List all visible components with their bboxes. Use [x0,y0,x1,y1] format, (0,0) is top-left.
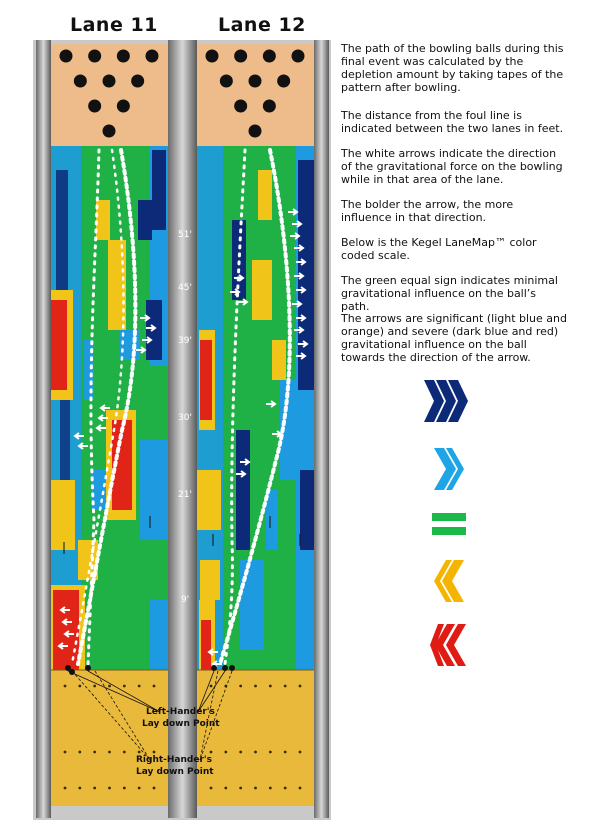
pin-icon [117,50,130,63]
pin-icon [292,50,305,63]
right-hander-label-line-1: Right-Hander's [136,755,213,765]
lane-11-title: Lane 11 [70,14,158,36]
approach-dot [254,751,257,754]
description-paragraph-7: The arrows are significant (light blue and orange) and severe (dark blue and red) gravitational influence on the ball towards the direction of the arrow. [341,312,567,364]
approach-dot [64,685,67,688]
approach-dot [108,751,111,754]
approach-dot [123,685,126,688]
approach-dot [224,751,227,754]
approach-dot [93,751,96,754]
approach-dot [254,787,257,790]
approach-dot [108,685,111,688]
pin-icon [249,125,262,138]
approach-dot [239,685,242,688]
approach-dot [239,787,242,790]
approach-dot [108,787,111,790]
approach-dot [153,787,156,790]
description-paragraph-6: The green equal sign indicates minimal gravitational influence on the ball’s path. [341,274,558,313]
pin-icon [60,50,73,63]
pin-icon [220,75,233,88]
lane-12-title: Lane 12 [218,14,306,36]
description-paragraph-5: Below is the Kegel LaneMap™ color coded scale. [341,236,537,262]
lay-down-point-marker [211,665,217,671]
approach-dot [64,751,67,754]
approach-dot [284,751,287,754]
approach-dot [299,787,302,790]
distance-marker: 30' [178,413,192,423]
equal-sign-icon [430,510,470,540]
approach-dot [239,751,242,754]
approach-dot [254,685,257,688]
approach-dot [138,751,141,754]
pin-icon [88,100,101,113]
pin-icon [206,50,219,63]
double-chevron-left-icon [428,620,470,670]
description-paragraph-1: The path of the bowling balls during this final event was calculated by the depletion amount by taking tapes of the pattern after bowling. [341,42,564,94]
distance-marker: 21' [178,490,192,500]
approach-dot [153,685,156,688]
approach-dot [64,787,67,790]
lay-down-point-marker [229,665,235,671]
pin-icon [117,100,130,113]
approach-dot [284,787,287,790]
triple-chevron-right-icon [420,376,470,426]
chevron-left-icon [428,556,468,606]
approach-dot [78,751,81,754]
approach-dot [299,685,302,688]
distance-marker: 39' [178,336,192,346]
pin-icon [103,125,116,138]
approach-dot [138,787,141,790]
approach-dot [93,685,96,688]
approach-dot [78,787,81,790]
right-hander-label-line-2: Lay down Point [136,767,214,777]
pin-icon [234,100,247,113]
pin-icon [103,75,116,88]
approach-dot [138,685,141,688]
lay-down-point-marker [222,665,228,671]
approach-dot [210,685,213,688]
lane-11-approach [51,670,168,806]
lay-down-point-marker [85,665,91,671]
description-paragraph-4: The bolder the arrow, the more influence in that direction. [341,198,514,224]
pin-icon [277,75,290,88]
approach-dot [224,787,227,790]
approach-dot [284,685,287,688]
distance-marker: 9' [181,595,190,605]
description-paragraph-3: The white arrows indicate the direction of the gravitational force on the bowling while in that area of the lane. [341,147,563,186]
approach-dot [210,751,213,754]
pin-icon [249,75,262,88]
approach-dot [93,787,96,790]
pin-icon [131,75,144,88]
chevron-right-icon [430,444,470,494]
approach-dot [299,751,302,754]
pin-icon [146,50,159,63]
pin-icon [263,50,276,63]
left-hander-label-line-2: Lay down Point [142,719,220,729]
approach-dot [123,751,126,754]
approach-dot [153,751,156,754]
pin-icon [88,50,101,63]
pin-icon [74,75,87,88]
approach-dot [123,787,126,790]
approach-dot [269,685,272,688]
distance-marker: 51' [178,230,192,240]
approach-dot [269,787,272,790]
approach-dot [269,751,272,754]
pin-icon [234,50,247,63]
approach-dot [78,685,81,688]
description-paragraph-2: The distance from the foul line is indicated between the two lanes in feet. [341,109,564,135]
lane-12-approach [197,670,314,806]
left-hander-label-line-1: Left-Hander's [146,707,215,717]
distance-marker: 45' [178,283,192,293]
pin-icon [263,100,276,113]
approach-dot [210,787,213,790]
